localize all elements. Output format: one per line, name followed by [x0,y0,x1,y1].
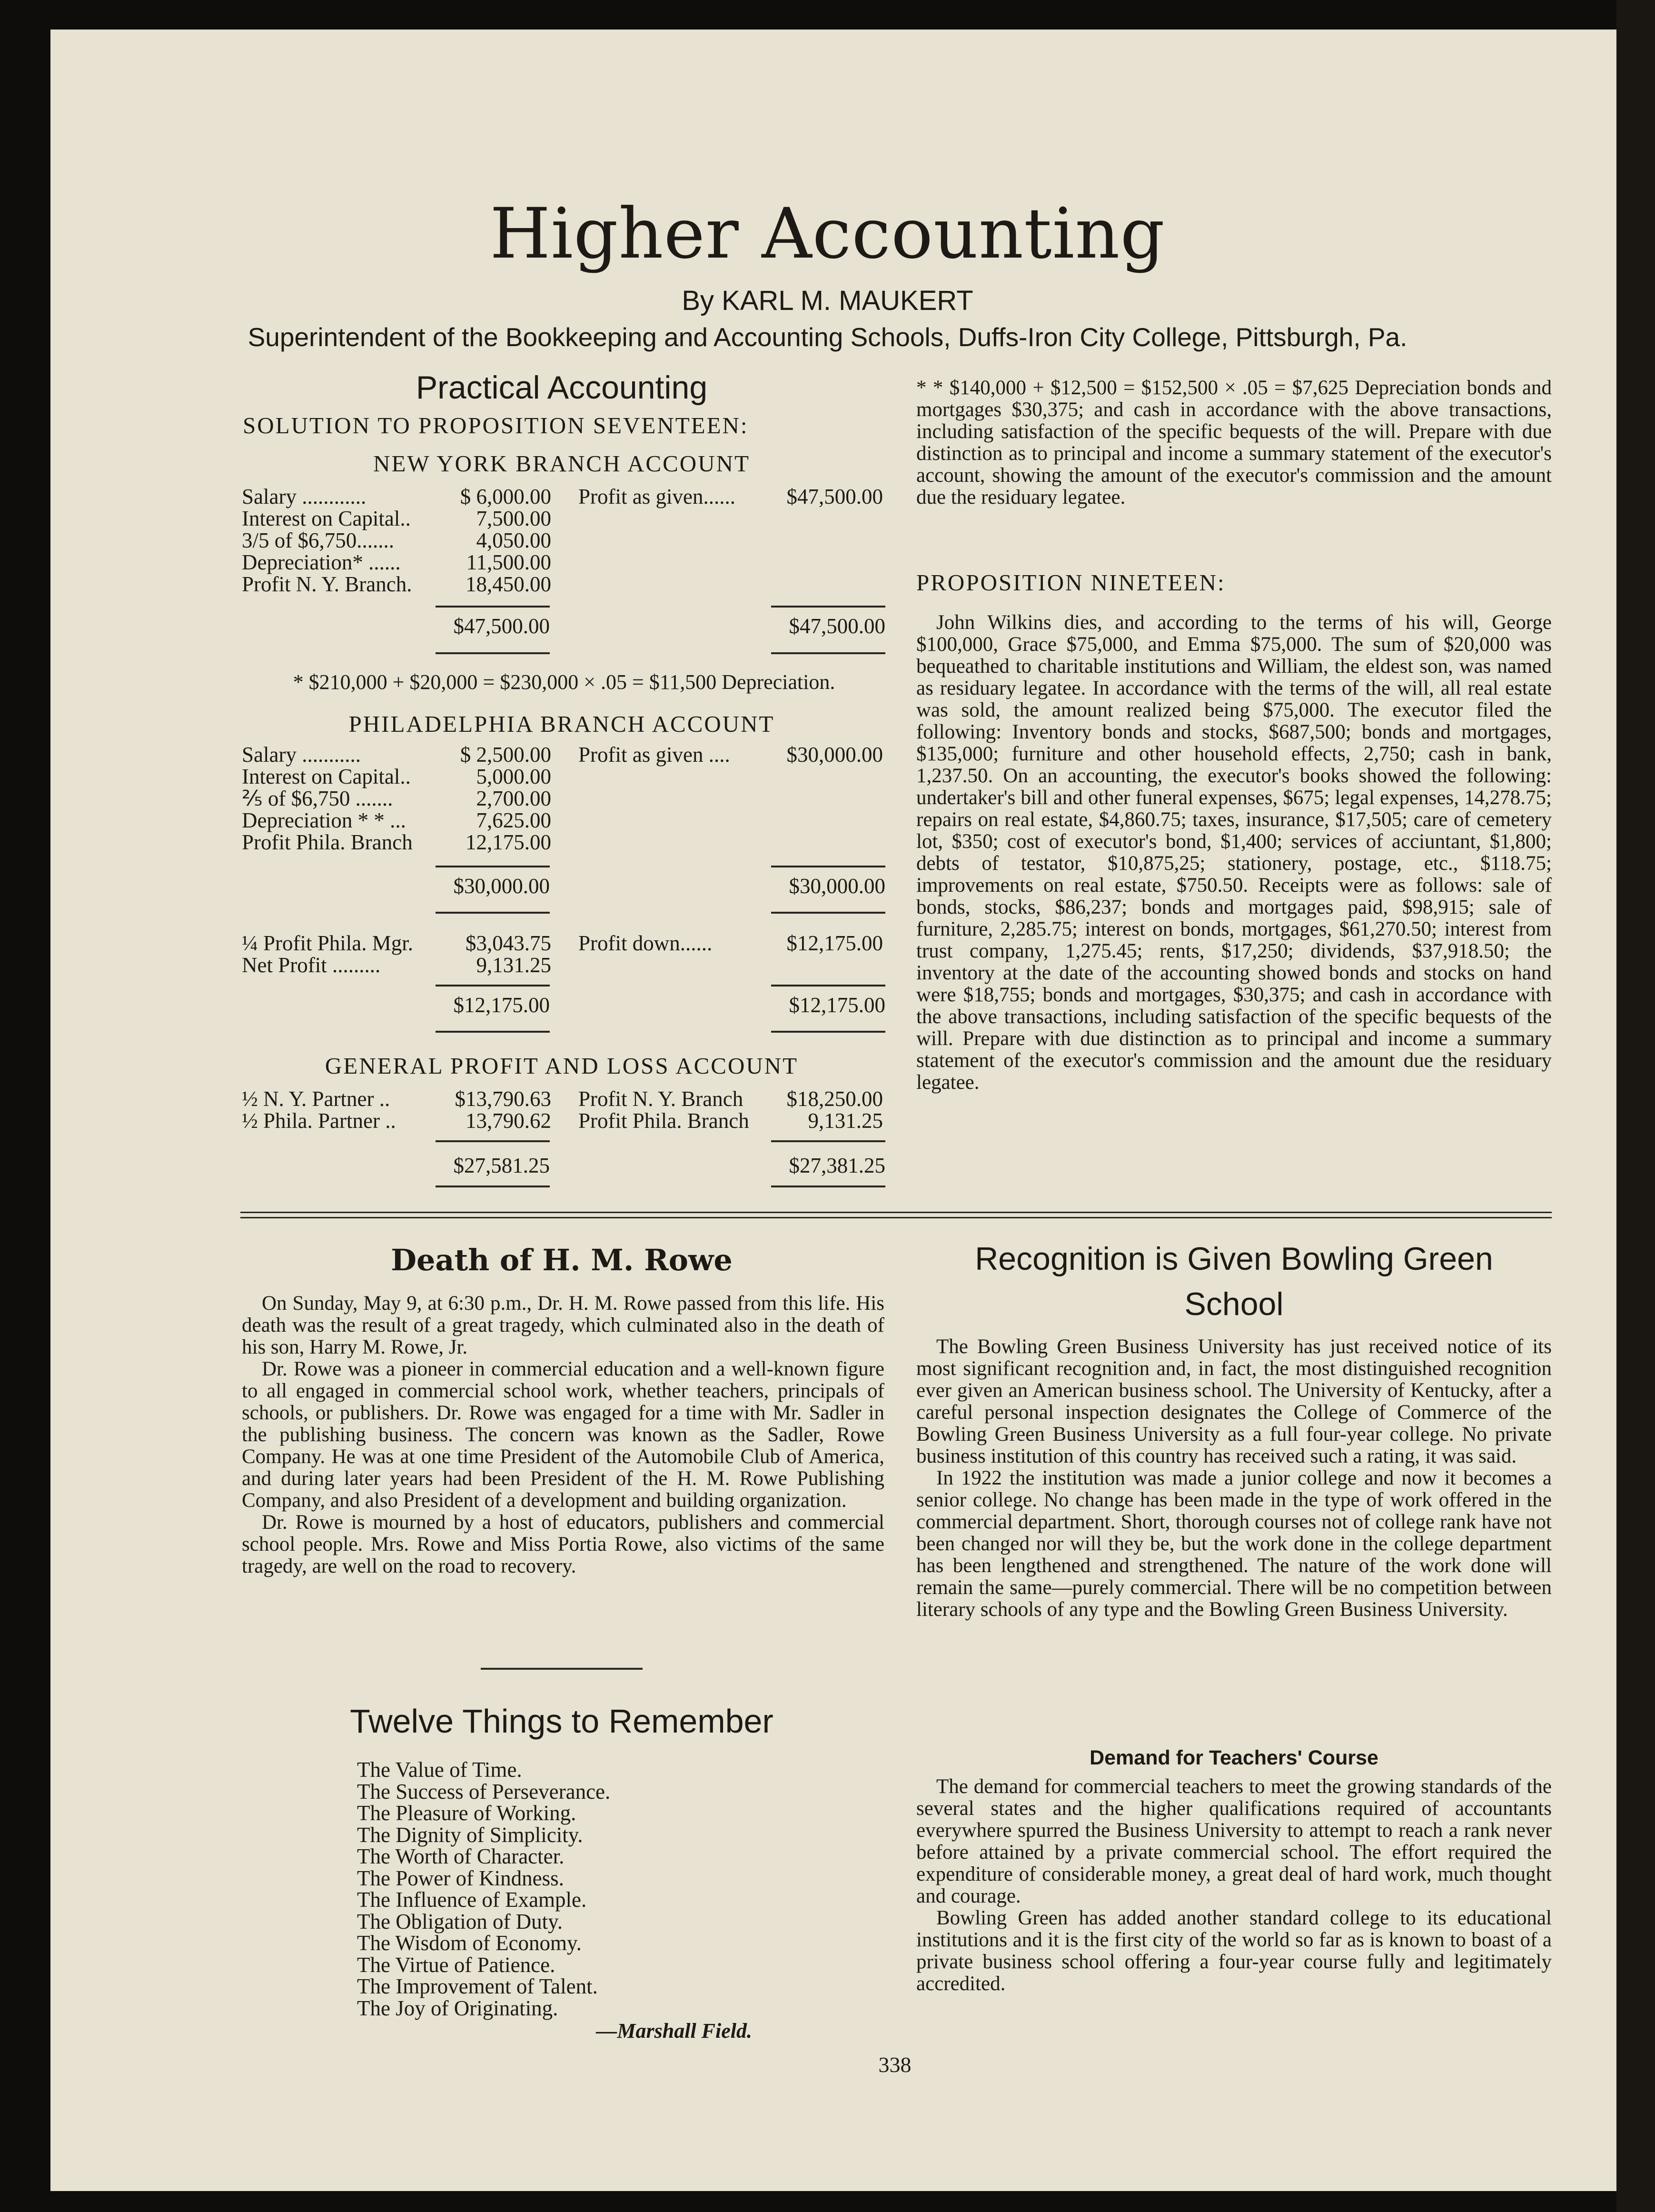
ledger-row: Interest on Capital.. 5,000.00 [242,765,551,788]
article-title: Higher Accounting [490,193,1165,274]
general-debits [242,1088,551,1132]
total-rule [436,606,550,608]
twelve-things-title: Twelve Things to Remember [350,1703,773,1740]
ledger-row: 3/5 of $6,750....... 4,050.00 [242,528,551,552]
phila-credits-2 [578,932,883,954]
ledger-row: Profit N. Y. Branch. 18,450.00 [242,572,551,596]
bowling-article-continued: The demand for commercial teachers to meet the growing standards of the several states and the higher qualifications required of accountants everywhere spurred the Business University to attempt to reach a rank never before attained by a private commercial school. The effort required the expenditure of considerable money, a great deal of hard work, much thought and courage. Bowling Green has added another standard college to its educational institutions and it is the first city of the world so far as is known to boast of a private business school offering a four-year course fully and legitimately accredited. [916,1775,1552,1995]
total-rule [771,912,885,914]
rowe-article: On Sunday, May 9, at 6:30 p.m., Dr. H. M. Rowe passed from this life. His death was the result of a great tragedy, which culminated also in the death of his son, Harry M. Rowe, Jr. Dr. Rowe was a pioneer in commercial education and a well-known figure to all engaged in commercial school work, whether teachers, principals of schools, or publishers. Dr. Rowe was engaged for a time with Mr. Sadler in the publishing business. The concern was known as the Sadler, Rowe Company. He was at one time President of the Automobile Club of America, and during later years had been President of the H. M. Rowe Publishing Company, and also President of a development and building organization. Dr. Rowe is mourned by a host of educators, publishers and commercial school people. Mrs. Rowe and Miss Portia Rowe, also victims of the same tragedy, are well on the road to recovery. [242,1292,884,1577]
attribution: —Marshall Field. [596,2019,752,2043]
total-rule [436,912,550,914]
list-item: The Pleasure of Working. [357,1801,576,1825]
ledger-row: ½ Phila. Partner .. 13,790.62 [242,1109,551,1133]
ledger-row: Net Profit ......... 9,131.25 [242,953,551,977]
ledger-row: ½ N. Y. Partner .. $13,790.63 [242,1087,551,1111]
proposition-heading: SOLUTION TO PROPOSITION SEVENTEEN: [243,412,749,438]
list-item: The Improvement of Talent. [357,1974,598,1998]
ny-account-title: NEW YORK BRANCH ACCOUNT [373,450,750,477]
list-item: The Joy of Originating. [357,1996,558,2020]
general-total-right: $27,381.25 [789,1154,885,1177]
bowling-title-line2: School [1184,1286,1284,1322]
short-rule [481,1668,643,1670]
list-item: The Success of Perseverance. [357,1779,611,1803]
bowling-article: The Bowling Green Business University has just received notice of its most significant recognition and, in fact, the most distinguished recognition ever given an American business school. The University of Kentucky, after a careful personal inspection designates the College of Commerce of the Bowling Green Business University as a full four-year college. No private business institution of this country has received such a rating, it was said. In 1922 the institution was made a junior college and now it becomes a senior college. No change has been made in the type of work offered in the commercial department. Short, thorough courses not of college rank have not been changed nor will they be, but the work done in the college department has been lengthened and strengthened. The nature of the work done will remain the same—purely commercial. There will be no competition between literary schools of any type and the Bowling Green Business University. [916,1335,1552,1621]
continuation-text: * * $140,000 + $12,500 = $152,500 × .05 = $7,625 Depreciation bonds and mortgages $30,375; and cash in accordance with the above transactions, including satisfaction of the specific bequests of the will. Prepare with due distinction as to principal and income a summary statement of the executor's account, showing the amount of the executor's commission and the amount due the residuary legatee. [916,377,1552,508]
total-rule [771,1140,885,1142]
ledger-row: Salary ........... $ 2,500.00 [242,743,551,767]
practical-heading: Practical Accounting [416,369,708,406]
list-item: The Virtue of Patience. [357,1953,555,1977]
byline: By KARL M. MAUKERT [682,285,973,316]
ledger-row: Profit as given .... $30,000.00 [578,743,883,767]
total-rule [436,1140,550,1142]
general-total-left: $27,581.25 [453,1154,550,1177]
phila-debits-2 [242,932,551,976]
ny-footnote: * $210,000 + $20,000 = $230,000 × .05 = $11,500 Depreciation. [293,670,835,694]
list-item: The Power of Kindness. [357,1866,564,1890]
general-account-title: GENERAL PROFIT AND LOSS ACCOUNT [325,1053,799,1079]
total-rule [771,652,885,654]
list-item: The Dignity of Simplicity. [357,1823,583,1847]
total-rule [771,866,885,867]
ledger-row: Salary ............ $ 6,000.00 [242,485,551,508]
ledger-row: Depreciation* ...... 11,500.00 [242,550,551,574]
ledger-row: ¼ Profit Phila. Mgr. $3,043.75 [242,931,551,955]
ny-total-right: $47,500.00 [789,614,885,638]
phila-credits [578,744,883,766]
ledger-row: Profit Phila. Branch 9,131.25 [578,1109,883,1133]
list-item: The Obligation of Duty. [357,1909,563,1933]
rowe-title: Death of H. M. Rowe [391,1243,733,1277]
total-rule [771,606,885,608]
total-rule [436,1031,550,1033]
proposition-nineteen-heading: PROPOSITION NINETEEN: [916,569,1226,596]
ledger-row: Profit down...... $12,175.00 [578,931,883,955]
teachers-course-subhead: Demand for Teachers' Course [1090,1746,1378,1769]
ledger-row: Depreciation * * ... 7,625.00 [242,808,551,832]
phila-total-left: $30,000.00 [453,874,550,898]
total-rule [771,1031,885,1033]
affiliation: Superintendent of the Bookkeeping and Accounting Schools, Duffs-Iron City College, Pittsburgh, Pa. [248,322,1407,352]
proposition-nineteen-text: John Wilkins dies, and according to the terms of his will, George $100,000, Grace $75,000, and Emma $75,000. The sum of $20,000 was bequeathed to charitable institutions and William, the eldest son, was named as residuary legatee. In accordance with the terms of the will, all real estate was sold, the amount realized being $75,000. The executor filed the following: Inventory bonds and stocks, $687,500; bonds and mortgages, $135,000; furniture and other household effects, 2,750; cash in bank, 1,237.50. On an accounting, the executor's books showed the following: undertaker's bill and other funeral expenses, $675; legal expenses, 14,278.75; repairs on real estate, $4,860.75; taxes, insurance, $17,505; care of cemetery lot, $350; cost of executor's bond, $1,400; services of acciuntant, $1,800; debts of testator, $10,875,25; stationery, postage, etc., $118.75; improvements on real estate, $750.50. Receipts were as follows: sale of bonds, stocks, $86,237; bonds and mortgages paid, $98,915; sale of furniture, 2,285.75; interest on bonds, mortgages, $61,270.50; interest from trust company, 1,275.45; rents, $17,250; dividends, $37,918.50; the inventory at the date of the accounting showed bonds and stocks on hand were $18,755; bonds and mortgages, $30,375; and cash in accordance with the above transactions, including satisfaction of the specific bequests of the will. Prepare with due distinction as to principal and income a summary statement of the executor's commission and the amount due the residuary legatee. [916,611,1552,1094]
ny-total-left: $47,500.00 [453,614,550,638]
ledger-row: Profit Phila. Branch 12,175.00 [242,830,551,854]
ny-debits [242,486,551,595]
phila-debits [242,744,551,853]
total-rule [771,1186,885,1187]
total-rule [436,985,550,986]
phila-total2-left: $12,175.00 [453,993,550,1017]
total-rule [436,866,550,867]
ledger-row: Interest on Capital.. 7,500.00 [242,507,551,530]
total-rule [436,1186,550,1187]
general-credits [578,1088,883,1132]
page-number: 338 [878,2053,912,2077]
ledger-row: ⅖ of $6,750 ....... 2,700.00 [242,787,551,810]
list-item: The Worth of Character. [357,1844,565,1868]
section-divider [240,1212,1552,1218]
phila-total-right: $30,000.00 [789,874,885,898]
phila-total2-right: $12,175.00 [789,993,885,1017]
list-item: The Wisdom of Economy. [357,1931,582,1955]
list-item: The Value of Time. [357,1758,522,1782]
total-rule [436,652,550,654]
total-rule [771,985,885,986]
bowling-title-line1: Recognition is Given Bowling Green [975,1241,1493,1277]
ny-credits [578,486,883,508]
list-item: The Influence of Example. [357,1888,587,1912]
ledger-row: Profit N. Y. Branch $18,250.00 [578,1087,883,1111]
phila-account-title: PHILADELPHIA BRANCH ACCOUNT [348,711,775,737]
twelve-things-list [357,1759,690,2019]
ledger-row: Profit as given...... $47,500.00 [578,485,883,508]
